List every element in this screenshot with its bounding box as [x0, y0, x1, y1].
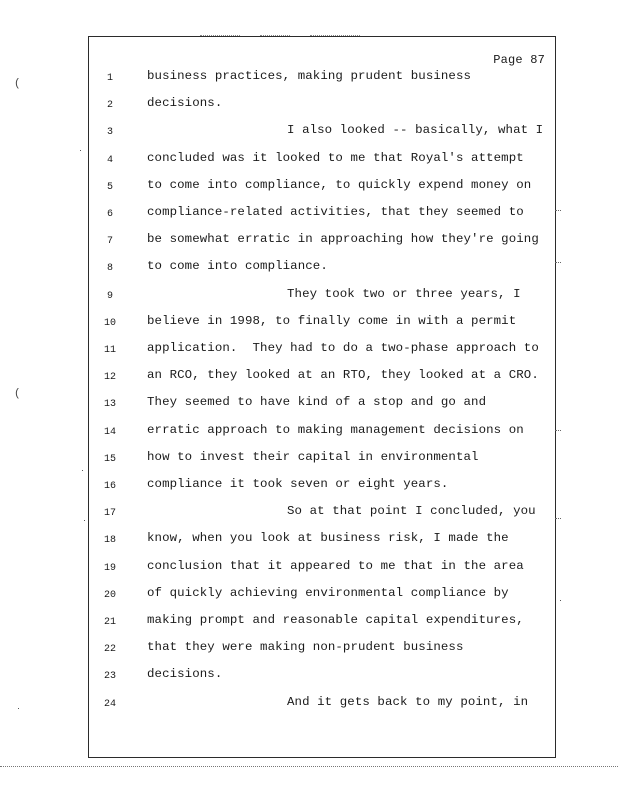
line-number: 7: [106, 236, 113, 248]
transcript-line: [89, 450, 555, 477]
line-number: 9: [106, 290, 113, 302]
line-number: 24: [103, 698, 116, 710]
transcript-line: [89, 123, 555, 150]
line-text: I also looked -- basically, what I: [287, 123, 544, 138]
transcript-line: [89, 69, 555, 96]
line-number: 5: [106, 181, 113, 193]
line-number: 4: [106, 154, 113, 166]
transcript-line: [89, 232, 555, 259]
scan-artifact: [200, 35, 240, 38]
transcript-line: [89, 205, 555, 232]
transcript-line: [89, 586, 555, 613]
line-text: compliance-related activities, that they seemed to: [147, 205, 524, 219]
line-number: 19: [103, 562, 116, 574]
transcript-line: [89, 178, 555, 205]
transcript-line: [89, 395, 555, 422]
line-number: 13: [103, 399, 116, 411]
line-number: 16: [103, 481, 116, 492]
scan-artifact: [260, 35, 290, 38]
transcript-line: [89, 341, 555, 368]
line-text: that they were making non-prudent business: [147, 640, 464, 655]
line-number: 20: [103, 589, 116, 601]
line-number: 1: [106, 73, 113, 84]
margin-mark-top: (: [14, 78, 21, 90]
transcript-line: [89, 531, 555, 558]
transcript-line: [89, 504, 555, 531]
line-text: They seemed to have kind of a stop and go and: [147, 395, 487, 410]
line-text: making prompt and reasonable capital expenditures,: [147, 613, 524, 627]
margin-mark-middle: (: [14, 388, 21, 400]
line-text: be somewhat erratic in approaching how they're going: [147, 232, 539, 247]
scan-artifact: [82, 470, 83, 471]
transcript-page: [88, 36, 556, 758]
scan-artifact: [80, 150, 81, 151]
line-text: an RCO, they looked at an RTO, they looked at a CRO.: [147, 368, 539, 383]
line-number: 18: [103, 535, 116, 547]
line-text: And it gets back to my point, in: [287, 694, 529, 709]
transcript-line: [89, 477, 555, 504]
line-number: 21: [103, 617, 116, 628]
page-number: Page 87: [493, 53, 545, 67]
line-text: how to invest their capital in environmental: [147, 449, 479, 464]
line-number: 2: [106, 100, 113, 112]
line-text: of quickly achieving environmental compliance by: [147, 585, 509, 600]
transcript-line: [89, 151, 555, 178]
line-number: 12: [103, 372, 116, 384]
line-text: compliance it took seven or eight years.: [147, 477, 449, 491]
transcript-line: [89, 640, 555, 667]
line-number: 15: [103, 453, 116, 465]
line-number: 11: [103, 345, 116, 356]
transcript-line: [89, 695, 555, 722]
scan-artifact: [310, 35, 360, 38]
line-text: to come into compliance, to quickly expend money on: [147, 177, 532, 192]
line-number: 3: [106, 127, 113, 139]
transcript-line: [89, 314, 555, 341]
scan-artifact: [560, 600, 561, 601]
line-number: 10: [103, 317, 116, 329]
scan-artifact: [555, 262, 561, 263]
transcript-line: [89, 287, 555, 314]
line-text: to come into compliance.: [147, 259, 328, 274]
line-text: decisions.: [147, 96, 223, 111]
scan-artifact: [555, 210, 561, 211]
line-text: know, when you look at business risk, I made the: [147, 531, 509, 546]
scan-artifact: [555, 430, 561, 431]
scan-artifact: [555, 518, 561, 519]
scan-artifact: [84, 520, 85, 521]
transcript-line: [89, 368, 555, 395]
line-number: 22: [103, 644, 116, 656]
line-text: believe in 1998, to finally come in with a permit: [147, 313, 517, 328]
line-text: application. They had to do a two-phase approach to: [147, 341, 539, 355]
line-text: So at that point I concluded, you: [287, 504, 536, 519]
transcript-line: [89, 559, 555, 586]
scan-artifact: [18, 708, 19, 709]
line-text: concluded was it looked to me that Royal's attempt: [147, 150, 524, 165]
transcript-line: [89, 96, 555, 123]
line-text: decisions.: [147, 667, 223, 682]
line-text: erratic approach to making management decisions on: [147, 422, 524, 437]
line-text: business practices, making prudent business: [147, 69, 472, 83]
transcript-line: [89, 423, 555, 450]
transcript-line: [89, 613, 555, 640]
transcript-line: [89, 259, 555, 286]
line-number: 8: [106, 263, 113, 275]
bottom-scan-edge: [0, 766, 618, 769]
line-number: 23: [103, 671, 116, 683]
line-text: conclusion that it appeared to me that in the area: [147, 558, 524, 573]
line-number: 17: [103, 508, 116, 520]
transcript-line: [89, 667, 555, 694]
line-number: 6: [106, 209, 113, 220]
line-number: 14: [103, 426, 116, 438]
line-text: They took two or three years, I: [287, 286, 521, 301]
